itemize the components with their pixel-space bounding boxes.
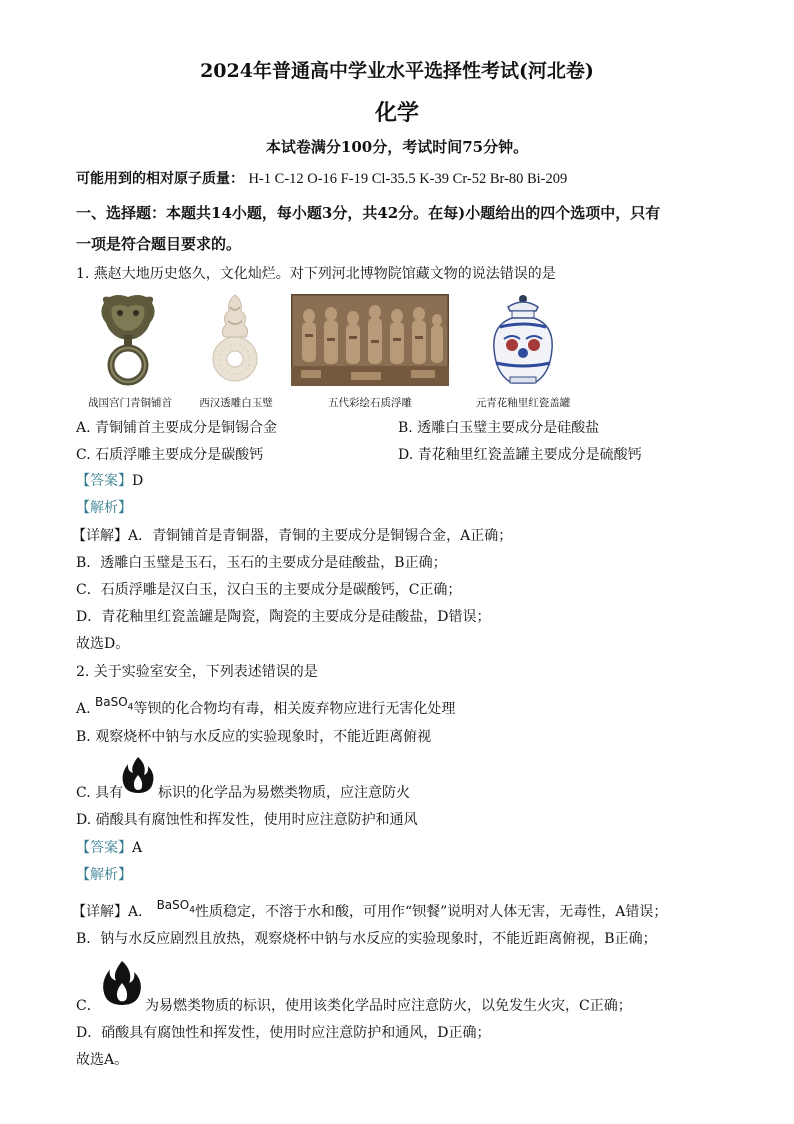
blue-white-porcelain-jar-image [490,293,556,387]
painted-stone-relief-image [291,294,449,386]
q2-detail-3-text: 为易燃类物质的标识，使用该类化学品时应注意防火，以免发生火灾，C正确； [145,998,632,1014]
q2-answer-line [76,839,142,857]
q2-answer: A [132,840,143,856]
q2-detail-3-prefix: C． [76,998,101,1014]
q1-detail-4: D．青花釉里红瓷盖罐是陶瓷，陶瓷的主要成分是硅酸盐，D错误； [76,609,491,625]
atomic-mass-label: 可能用到的相对原子质量： [76,171,244,187]
subject-title: 化学 [374,100,419,126]
q2-option-c-text: 标识的化学品为易燃类物质，应注意防火 [158,785,410,801]
q2-answer-label: 【答案】 [76,840,132,856]
q1-detail-1-line [72,527,512,545]
q1-stem: 1. 燕赵大地历史悠久，文化灿烂。对下列河北博物院馆藏文物的说法错误的是 [76,266,556,282]
q1-conclusion: 故选D。 [76,636,130,652]
q1-option-b: B. 透雕白玉璧主要成分是硅酸盐 [398,420,600,436]
q2-detail-1-text: 性质稳定，不溶于水和酸，可用作“钡餐”说明对人体无害，无毒性，A错误； [194,904,668,920]
q1-detail-label: 【详解】 [72,528,128,544]
q2-option-b: B. 观察烧杯中钠与水反应的实验现象时，不能近距离俯视 [76,729,432,745]
formula-main: BaSO [95,695,128,709]
formula-main-2: BaSO [156,898,190,912]
q2-option-a [76,695,456,723]
baso4-formula-2 [156,898,195,916]
caption-porcelain-jar: 元青花釉里红瓷盖罐 [475,397,571,409]
atomic-mass-values: H-1 C-12 O-16 F-19 Cl-35.5 K-39 Cr-52 Br-80 Bi-209 [248,171,568,187]
q1-answer-label: 【答案】 [76,473,132,489]
q1-option-a: A. 青铜铺首主要成分是铜锡合金 [76,420,278,436]
flammable-icon [120,755,156,795]
q1-answer-line [76,472,143,490]
q2-option-a-prefix: A. [76,701,91,717]
formula-sub: 4 [127,702,134,713]
bronze-door-knocker-image [96,293,160,387]
formula-sub-2: 4 [189,905,195,916]
exam-title: 2024年普通高中学业水平选择性考试(河北卷) [200,60,594,82]
q2-conclusion: 故选A。 [76,1052,129,1068]
q1-analysis-label: 【解析】 [76,500,132,516]
q1-option-c: C. 石质浮雕主要成分是碳酸钙 [76,447,264,463]
q2-option-d: D. 硝酸具有腐蚀性和挥发性，使用时应注意防护和通风 [76,812,418,828]
q2-detail-1-line [72,898,668,926]
section-heading-line2: 一项是符合题目要求的。 [76,235,242,253]
white-jade-bi-image [210,293,260,387]
q2-detail-label: 【详解】 [72,904,128,920]
q2-detail-4: D．硝酸具有腐蚀性和挥发性，使用时应注意防护和通风，D正确； [76,1025,491,1041]
q1-option-d: D. 青花釉里红瓷盖罐主要成分是硫酸钙 [398,447,642,463]
caption-jade-bi: 西汉透雕白玉璧 [199,397,273,409]
q2-option-a-text: 等钡的化合物均有毒，相关废弃物应进行无害化处理 [133,701,456,717]
q2-detail-1-prefix: A． [128,904,153,920]
q1-answer: D [132,473,144,489]
baso4-formula [95,695,134,713]
flammable-icon-2 [100,958,144,1008]
q2-detail-2: B．钠与水反应剧烈且放热，观察烧杯中钠与水反应的实验现象时，不能近距离俯视，B正确； [76,931,657,947]
q1-detail-2: B．透雕白玉璧是玉石，玉石的主要成分是硅酸盐，B正确； [76,555,447,571]
exam-info: 本试卷满分100分，考试时间75分钟。 [265,138,529,156]
section-heading-line1: 一、选择题：本题共14小题，每小题3分，共42分。在每)小题给出的四个选项中，只有 [76,204,661,222]
q2-option-c-prefix: C. 具有 [76,785,124,801]
q2-stem: 2. 关于实验室安全，下列表述错误的是 [76,664,318,680]
atomic-mass-line [76,170,567,188]
q2-option-c [76,784,123,802]
caption-stone-relief: 五代彩绘石质浮雕 [328,397,412,409]
q2-analysis-label: 【解析】 [76,867,132,883]
q1-detail-1: A．青铜铺首是青铜器，青铜的主要成分是铜锡合金，A正确； [128,528,513,544]
caption-bronze-knocker: 战国宫门青铜铺首 [88,397,172,409]
q1-detail-3: C．石质浮雕是汉白玉，汉白玉的主要成分是碳酸钙，C正确； [76,582,462,598]
